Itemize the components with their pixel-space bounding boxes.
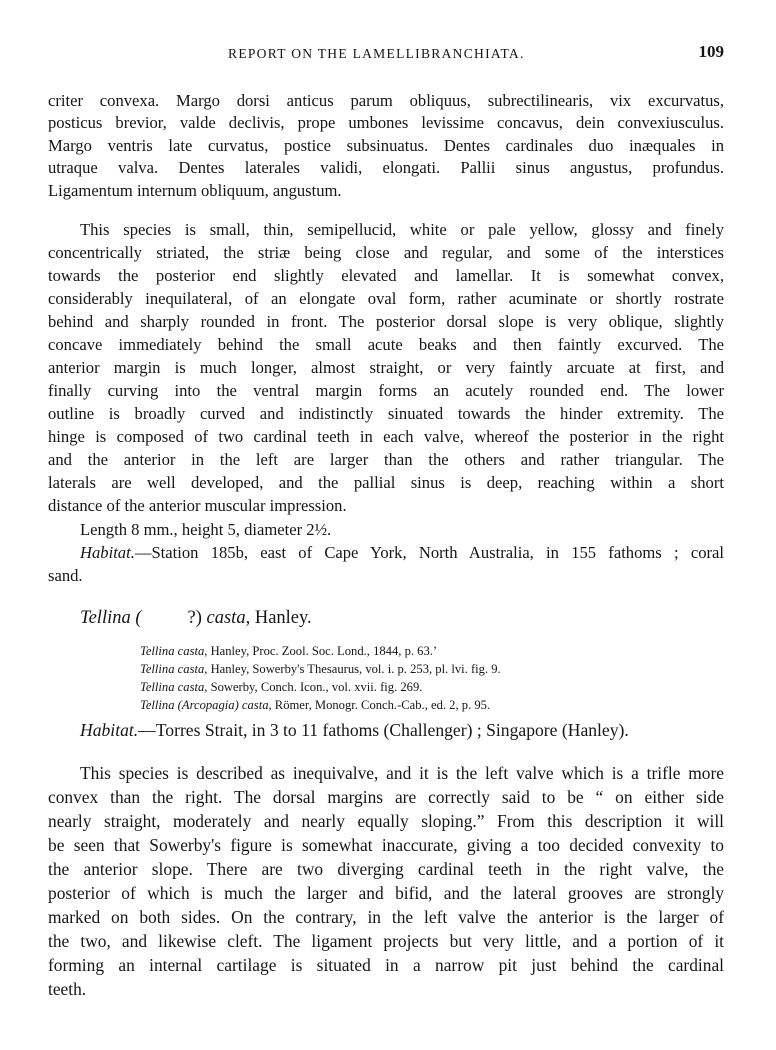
text-line: Margo ventris late curvatus, postice subsinuatus. Dentes cardinales duo inæquales in [48,136,724,155]
text-line: the anterior slope. There are two diverging cardinal teeth in the right valve, the [48,859,724,879]
habitat-line [80,542,724,564]
reference-citation: , Römer, Monogr. Conch.-Cab., ed. 2, p. 95. [268,698,491,712]
text-line: This species is small, thin, semipellucid, white or pale yellow, glossy and finely [80,220,724,239]
genus-name: Tellina ( [80,608,142,628]
text-line: hinge is composed of two cardinal teeth in each valve, whereof the posterior in the right [48,427,724,446]
habitat-text: —Station 185b, east of Cape York, North Australia, in 155 fathoms ; coral [134,543,724,562]
reference-entry [140,642,437,660]
text-line: distance of the anterior muscular impression. [48,496,347,515]
reference-entry [140,678,422,696]
text-line: concentrically striated, the striæ being close and regular, and some of the interstices [48,243,724,262]
text-line: towards the posterior end slightly elevated and lamellar. It is somewhat convex, [48,266,724,285]
reference-citation: , Hanley, Sowerby's Thesaurus, vol. i. p. 253, pl. lvi. fig. 9. [204,662,501,676]
text-line: convex than the right. The dorsal margins are correctly said to be “ on either side [48,787,724,807]
running-title: REPORT ON THE LAMELLIBRANCHIATA. [228,46,525,61]
text-line: behind and sharply rounded in front. The posterior dorsal slope is very oblique, slightly [48,312,724,331]
reference-entry [140,660,501,678]
text-line: marked on both sides. On the contrary, in the left valve the anterior is the larger of [48,907,724,927]
text-line: the two, and likewise cleft. The ligament projects but very little, and a portion of it [48,931,724,951]
text-line: posterior of which is much the larger and bifid, and the lateral grooves are strongly [48,883,724,903]
species-name: ?) casta, Hanley. [187,608,312,628]
measurements: Length 8 mm., height 5, diameter 2½. [80,520,332,539]
habitat-line-continued: sand. [48,566,83,585]
text-line: nearly straight, moderately and nearly equally sloping.” From this description it will [48,811,724,831]
text-line: utraque valva. Dentes laterales validi, elongati. Pallii sinus angustus, profundus. [48,158,724,177]
page-number: 109 [698,42,724,61]
habitat-line [80,720,724,741]
text-line: posticus brevior, valde declivis, prope umbones levissime concavus, dein convexiusculus. [48,113,724,132]
text-line: and the anterior in the left are larger than the others and rather triangular. The [48,450,724,469]
habitat-text: —Torres Strait, in 3 to 11 fathoms (Challenger) ; Singapore (Hanley). [138,720,629,740]
text-line: concave immediately behind the small acute beaks and then faintly excurved. The [48,335,724,354]
reference-entry [140,696,490,714]
text-line: finally curving into the ventral margin forms an acutely rounded end. The lower [48,381,724,400]
habitat-label: Habitat. [80,720,139,740]
text-line: This species is described as inequivalve, and it is the left valve which is a trifle more [80,763,724,783]
text-line: laterals are well developed, and the pallial sinus is deep, reaching within a short [48,473,724,492]
reference-taxon: Tellina (Arcopagia) casta [140,698,269,712]
habitat-label: Habitat. [80,543,135,562]
reference-taxon: Tellina casta [140,644,205,658]
text-line: teeth. [48,979,87,999]
text-line: considerably inequilateral, of an elongate oval form, rather acuminate or shortly rostrate [48,289,724,308]
species-heading [80,608,312,629]
text-line: outline is broadly curved and indistinctly sinuated towards the hinder extremity. The [48,404,724,423]
text-line: anterior margin is much longer, almost straight, or very faintly arcuate at first, and [48,358,724,377]
reference-taxon: Tellina casta [140,662,205,676]
text-line: be seen that Sowerby's figure is somewhat inaccurate, giving a too decided convexity to [48,835,724,855]
text-line: forming an internal cartilage is situated in a narrow pit just behind the cardinal [48,955,724,975]
page-header [48,40,724,64]
reference-citation: , Hanley, Proc. Zool. Soc. Lond., 1844, p. 63.’ [204,644,438,658]
text-line: criter convexa. Margo dorsi anticus parum obliquus, subrectilinearis, vix excurvatus, [48,91,724,110]
reference-taxon: Tellina casta [140,680,205,694]
text-line: Ligamentum internum obliquum, angustum. [48,181,342,200]
reference-citation: , Sowerby, Conch. Icon., vol. xvii. fig. 269. [204,680,423,694]
